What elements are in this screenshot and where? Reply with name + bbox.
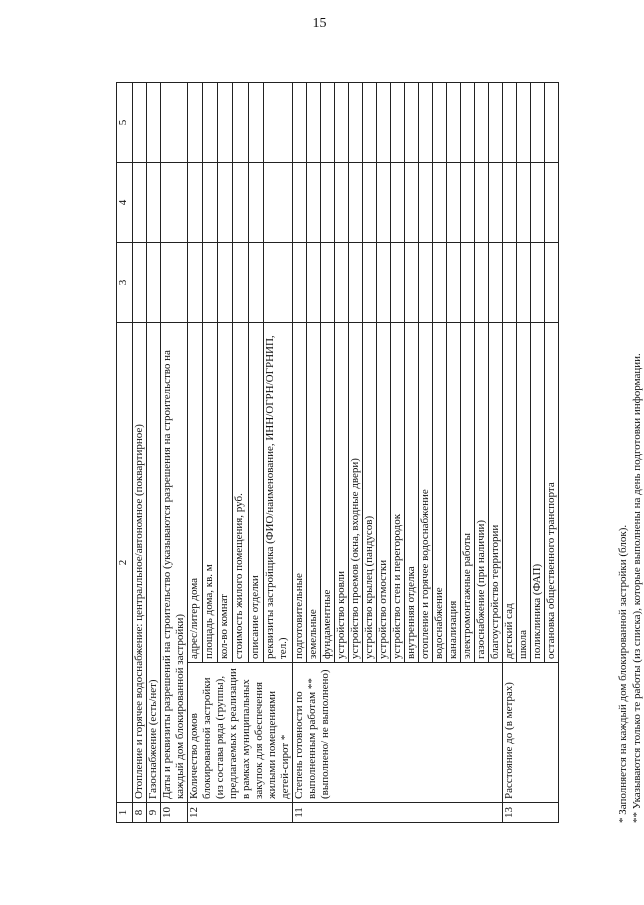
value-cell	[419, 83, 433, 163]
sub-item: благоустройство территории	[489, 323, 503, 663]
value-cell	[405, 163, 419, 243]
sub-item: устройство стен и перегородок	[391, 323, 405, 663]
table-row	[293, 83, 307, 823]
value-cell	[475, 83, 489, 163]
value-cell	[321, 83, 335, 163]
value-cell	[363, 243, 377, 323]
value-cell	[447, 243, 461, 323]
value-cell	[218, 163, 233, 243]
sub-item: реквизиты застройщика (ФИО/наименование, ИНН/ОГРН/ОГРНИП, тел.)	[263, 323, 292, 663]
sub-item: водоснабжение	[433, 323, 447, 663]
value-cell	[203, 243, 218, 323]
table-row	[147, 83, 161, 823]
sub-item: устройство крылец (пандусов)	[363, 323, 377, 663]
table-row	[188, 83, 203, 823]
value-cell	[203, 83, 218, 163]
value-cell	[349, 243, 363, 323]
value-cell	[489, 243, 503, 323]
value-cell	[363, 83, 377, 163]
value-cell	[461, 243, 475, 323]
value-cell	[545, 163, 559, 243]
value-cell	[335, 163, 349, 243]
value-cell	[461, 83, 475, 163]
value-cell	[447, 83, 461, 163]
value-cell	[517, 163, 531, 243]
row-label: Даты и реквизиты разрешений на строительство (указываются разрешения на строительство на каждый дом блокированной застройки)	[161, 323, 188, 803]
sub-item: школа	[517, 323, 531, 663]
sub-item: устройство отмостки	[377, 323, 391, 663]
value-cell	[233, 83, 248, 163]
sub-item: устройство проемов (окна, входные двери)	[349, 323, 363, 663]
value-cell	[218, 83, 233, 163]
value-cell	[405, 243, 419, 323]
value-cell	[391, 243, 405, 323]
rotated-page-content	[116, 83, 643, 823]
value-cell	[188, 83, 203, 163]
page-number: 15	[312, 16, 327, 31]
footnote: ** Указываются только те работы (из списка), которые выполнены на день подготовки информации.	[631, 353, 643, 823]
row-number: 12	[188, 803, 293, 823]
data-table	[116, 82, 559, 823]
value-cell	[391, 163, 405, 243]
table-row	[133, 83, 147, 823]
sub-item: адрес/литер дома	[188, 323, 203, 663]
value-cell	[263, 243, 292, 323]
value-cell	[475, 163, 489, 243]
sub-item: канализация	[447, 323, 461, 663]
value-cell	[503, 83, 517, 163]
value-cell	[307, 163, 321, 243]
value-cell	[391, 83, 405, 163]
value-cell	[293, 163, 307, 243]
row-label: Расстояние до (в метрах)	[503, 663, 559, 803]
value-cell	[133, 83, 147, 163]
value-cell	[233, 243, 248, 323]
value-cell	[161, 83, 188, 163]
value-cell	[307, 83, 321, 163]
value-cell	[503, 163, 517, 243]
value-cell	[248, 83, 263, 163]
value-cell	[248, 163, 263, 243]
value-cell	[233, 163, 248, 243]
row-number: 10	[161, 803, 188, 823]
row-label: Степень готовности по выполненным работам ** (выполнено/ не выполнено)	[293, 663, 503, 803]
value-cell	[545, 83, 559, 163]
value-cell	[517, 83, 531, 163]
value-cell	[293, 83, 307, 163]
sub-item: газоснабжение (при наличии)	[475, 323, 489, 663]
value-cell	[133, 163, 147, 243]
value-cell	[377, 83, 391, 163]
sub-item: фундаментные	[321, 323, 335, 663]
value-cell	[531, 243, 545, 323]
value-cell	[545, 243, 559, 323]
header-cell: 1	[117, 803, 133, 823]
value-cell	[349, 163, 363, 243]
value-cell	[335, 83, 349, 163]
sub-item: описание отделки	[248, 323, 263, 663]
value-cell	[517, 243, 531, 323]
value-cell	[447, 163, 461, 243]
value-cell	[433, 83, 447, 163]
value-cell	[335, 243, 349, 323]
sub-item: электромонтажные работы	[461, 323, 475, 663]
sub-item: внутренняя отделка	[405, 323, 419, 663]
value-cell	[419, 243, 433, 323]
value-cell	[248, 243, 263, 323]
value-cell	[489, 163, 503, 243]
value-cell	[461, 163, 475, 243]
sub-item: стоимость жилого помещения, руб.	[233, 323, 248, 663]
value-cell	[147, 163, 161, 243]
value-cell	[133, 243, 147, 323]
value-cell	[203, 163, 218, 243]
value-cell	[377, 243, 391, 323]
value-cell	[475, 243, 489, 323]
value-cell	[218, 243, 233, 323]
value-cell	[293, 243, 307, 323]
row-label: Отопление и горячее водоснабжение: централльное/автономное (поквартирное)	[133, 323, 147, 803]
value-cell	[263, 83, 292, 163]
value-cell	[147, 83, 161, 163]
value-cell	[188, 163, 203, 243]
value-cell	[188, 243, 203, 323]
row-number: 11	[293, 803, 503, 823]
row-label: Количество домов блокированной застройки (из состава ряда (группы), предлагаемых к реализации в рамках муниципальных закупок для обеспечения жилыми помещениями детей-сирот *	[188, 663, 293, 803]
sub-item: поликлиника (ФАП)	[531, 323, 545, 663]
value-cell	[433, 163, 447, 243]
sub-item: отопление и горячее водоснабжение	[419, 323, 433, 663]
footnotes	[616, 83, 644, 823]
row-number: 9	[147, 803, 161, 823]
value-cell	[307, 243, 321, 323]
value-cell	[147, 243, 161, 323]
sub-item: кол-во комнат	[218, 323, 233, 663]
value-cell	[433, 243, 447, 323]
value-cell	[419, 163, 433, 243]
row-number: 8	[133, 803, 147, 823]
value-cell	[263, 163, 292, 243]
value-cell	[377, 163, 391, 243]
sub-item: подготовительные	[293, 323, 307, 663]
row-label: Газоснабжение (есть/нет)	[147, 323, 161, 803]
value-cell	[161, 243, 188, 323]
header-cell: 3	[117, 243, 133, 323]
value-cell	[363, 163, 377, 243]
sub-item: детский сад	[503, 323, 517, 663]
value-cell	[321, 243, 335, 323]
row-number: 13	[503, 803, 559, 823]
header-cell: 2	[117, 323, 133, 803]
value-cell	[531, 83, 545, 163]
value-cell	[531, 163, 545, 243]
header-cell: 5	[117, 83, 133, 163]
table-row	[161, 83, 188, 823]
sub-item: устройство кровли	[335, 323, 349, 663]
value-cell	[321, 163, 335, 243]
value-cell	[405, 83, 419, 163]
table-row	[503, 83, 517, 823]
value-cell	[161, 163, 188, 243]
table-header-row	[117, 83, 133, 823]
sub-item: земельные	[307, 323, 321, 663]
value-cell	[349, 83, 363, 163]
sub-item: остановка общественного транспорта	[545, 323, 559, 663]
sub-item: площадь дома, кв. м	[203, 323, 218, 663]
value-cell	[503, 243, 517, 323]
footnote: * Заполняется на каждый дом блокированной застройки (блок).	[617, 524, 629, 823]
value-cell	[489, 83, 503, 163]
header-cell: 4	[117, 163, 133, 243]
